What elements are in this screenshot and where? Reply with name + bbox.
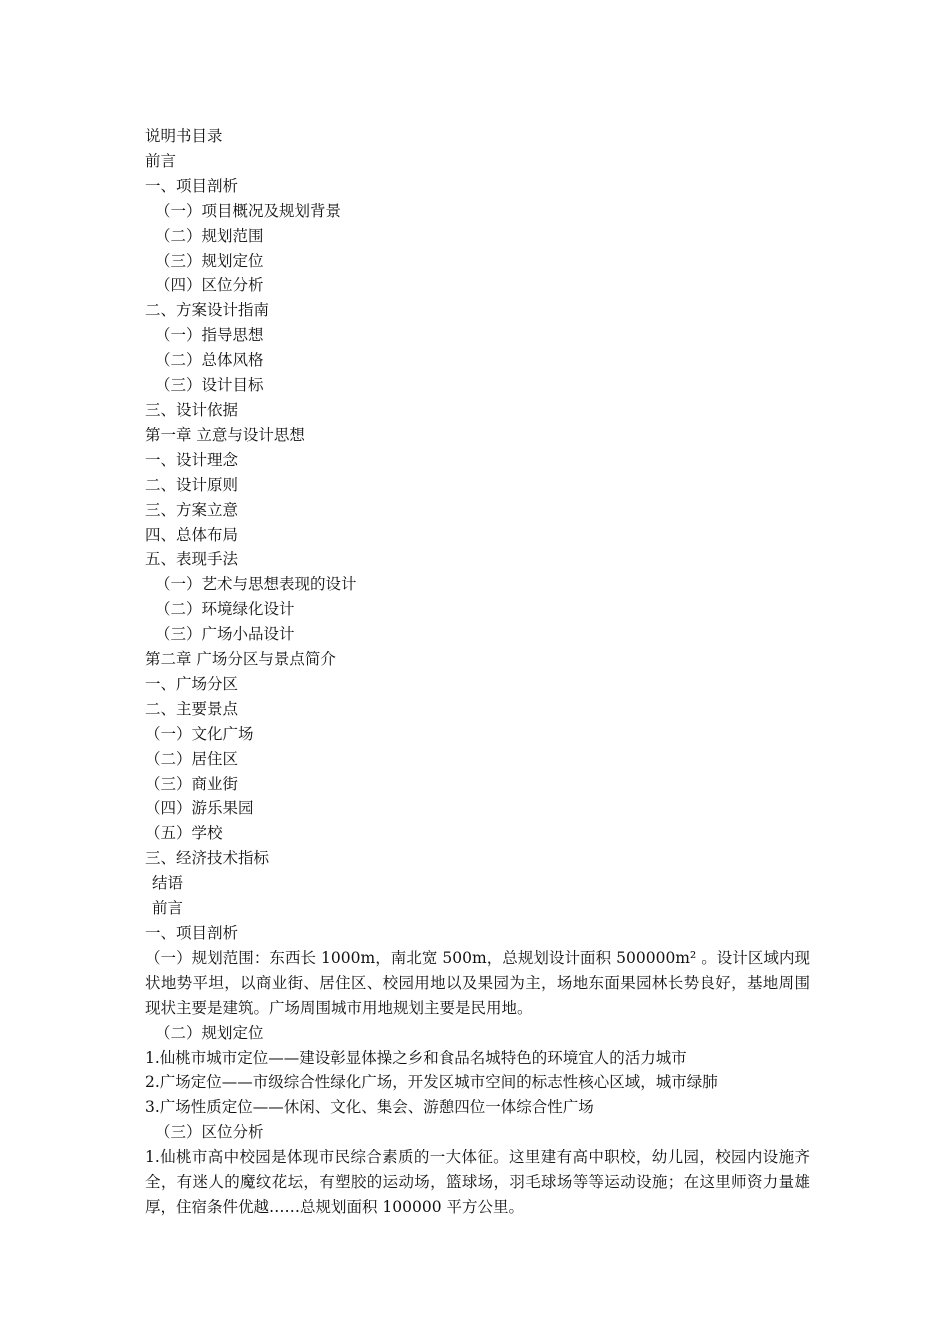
toc-line: （三）设计目标	[155, 376, 264, 395]
body-line: 2.广场定位——市级综合性绿化广场，开发区城市空间的标志性核心区域，城市绿肺	[145, 1073, 718, 1092]
toc-line: （一）艺术与思想表现的设计	[155, 575, 357, 594]
toc-line: 前言	[152, 899, 184, 918]
toc-line: （二）规划范围	[155, 226, 264, 245]
toc-line: （三）商业街	[145, 774, 239, 793]
toc-line: 五、表现手法	[145, 550, 239, 569]
toc-line: 结语	[152, 874, 184, 893]
toc-line: 三、设计依据	[145, 400, 239, 419]
toc-line: （一）项目概况及规划背景	[155, 201, 342, 220]
toc-line: （三）规划定位	[155, 251, 264, 270]
body-line: 3.广场性质定位——休闲、文化、集会、游憩四位一体综合性广场	[145, 1098, 594, 1117]
toc-line: （二）居住区	[145, 749, 239, 768]
toc-line: 三、经济技术指标	[145, 849, 270, 868]
body-paragraph: 1.仙桃市高中校园是体现市民综合素质的一大体征。这里建有高中职校，幼儿园，校园内设施齐全，有迷人的魔纹花坛，有塑胶的运动场，篮球场，羽毛球场等等运动设施；在这里师资力量雄厚，住宿条件优越……总规划面积 100000 平方公里。	[145, 1148, 810, 1216]
toc-line: （二）总体风格	[155, 351, 264, 370]
toc-line: 一、项目剖析	[145, 924, 239, 942]
toc-line: 二、设计原则	[145, 475, 239, 494]
body-paragraph: （一）规划范围：东西长 1000m，南北宽 500m，总规划设计面积 500000m² 。设计区域内现状地势平坦，以商业街、居住区、校园用地以及果园为主，场地东面果园林长势良好，基地周围现状主要是建筑。广场周围城市用地规划主要是民用地。	[145, 948, 810, 1017]
toc-line: 一、广场分区	[145, 674, 239, 693]
toc-line: 说明书目录	[145, 127, 223, 145]
toc-line: 第一章 立意与设计思想	[145, 425, 305, 444]
toc-line: 前言	[145, 151, 177, 170]
toc-line: 一、项目剖析	[145, 176, 239, 195]
toc-line: （一）文化广场	[145, 724, 254, 743]
toc-line: （四）区位分析	[155, 276, 264, 295]
body-line: 1.仙桃市城市定位——建设彰显体操之乡和食品名城特色的环境宜人的活力城市	[145, 1048, 687, 1067]
toc-line: 二、方案设计指南	[145, 301, 270, 320]
section-subheading: （三）区位分析	[155, 1123, 264, 1142]
toc-line: （一）指导思想	[155, 326, 264, 345]
toc-line: （四）游乐果园	[145, 799, 254, 818]
toc-line: 二、主要景点	[145, 699, 239, 718]
toc-line: （二）环境绿化设计	[155, 600, 295, 619]
toc-line: 一、设计理念	[145, 450, 239, 469]
document-page	[145, 124, 810, 1220]
toc-line: 四、总体布局	[145, 525, 239, 544]
toc-line: （三）广场小品设计	[155, 625, 295, 644]
toc-line: 三、方案立意	[145, 500, 239, 519]
section-subheading: （二）规划定位	[155, 1023, 264, 1042]
toc-line: （五）学校	[145, 824, 223, 843]
toc-line: 第二章 广场分区与景点简介	[145, 650, 336, 669]
